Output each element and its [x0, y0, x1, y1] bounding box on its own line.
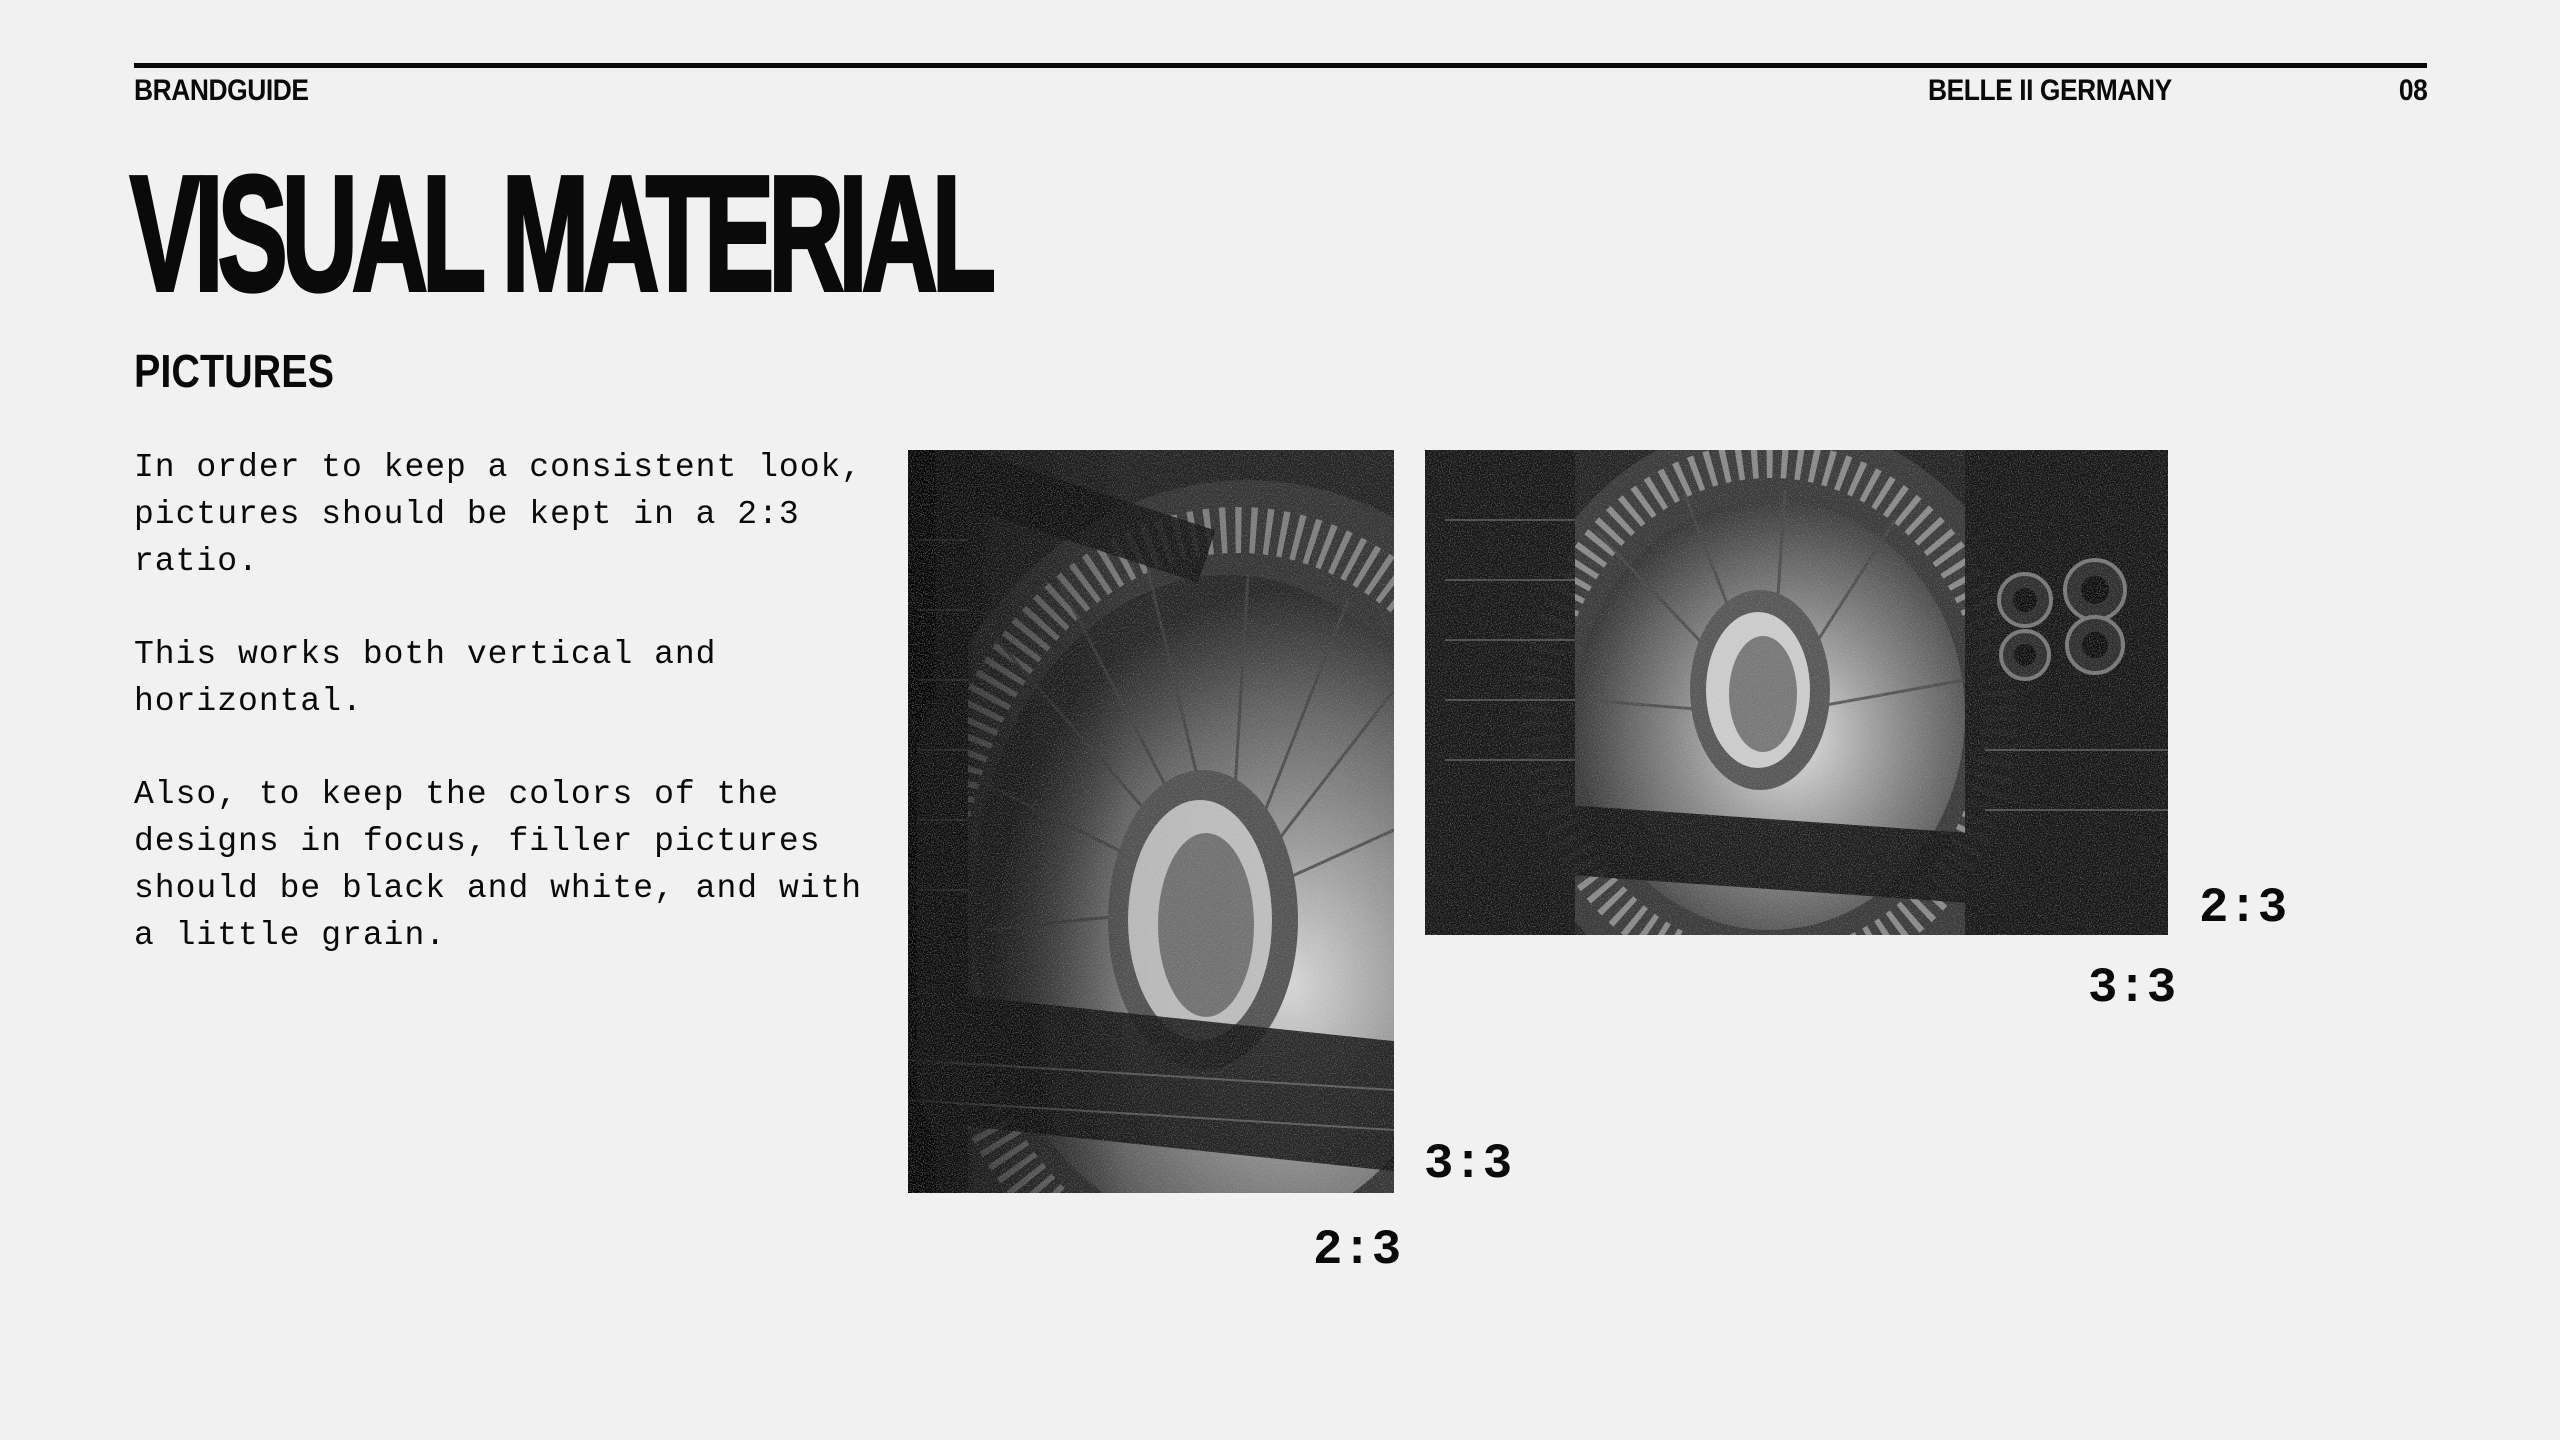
- ratio-label-between: 3:3: [1424, 1136, 1513, 1192]
- ratio-label-vertical: 2:3: [1313, 1222, 1402, 1278]
- paragraph-ratio: In order to keep a consistent look, pictures should be kept in a 2:3 ratio.: [134, 449, 863, 580]
- header-project-name: BELLE II GERMANY: [1928, 74, 2172, 107]
- header-rule: [134, 63, 2427, 68]
- page-number: 08: [2398, 74, 2427, 107]
- section-title: PICTURES: [134, 345, 335, 397]
- body-text: [134, 444, 864, 1005]
- detector-photo-vertical: [908, 450, 1394, 1193]
- detector-image-vertical: [908, 450, 1394, 1193]
- ratio-label-side: 2:3: [2199, 880, 2288, 936]
- paragraph-colors: Also, to keep the colors of the designs in focus, filler pictures should be black and white, and with a little grain.: [134, 776, 863, 954]
- paragraph-orientation: This works both vertical and horizontal.: [134, 636, 717, 720]
- detector-image-horizontal: [1425, 450, 2168, 935]
- detector-photo-horizontal: [1425, 450, 2168, 935]
- page-title: VISUAL MATERIAL: [130, 142, 991, 325]
- ratio-label-horizontal: 3:3: [2088, 960, 2177, 1016]
- header-brandguide: BRANDGUIDE: [134, 74, 309, 107]
